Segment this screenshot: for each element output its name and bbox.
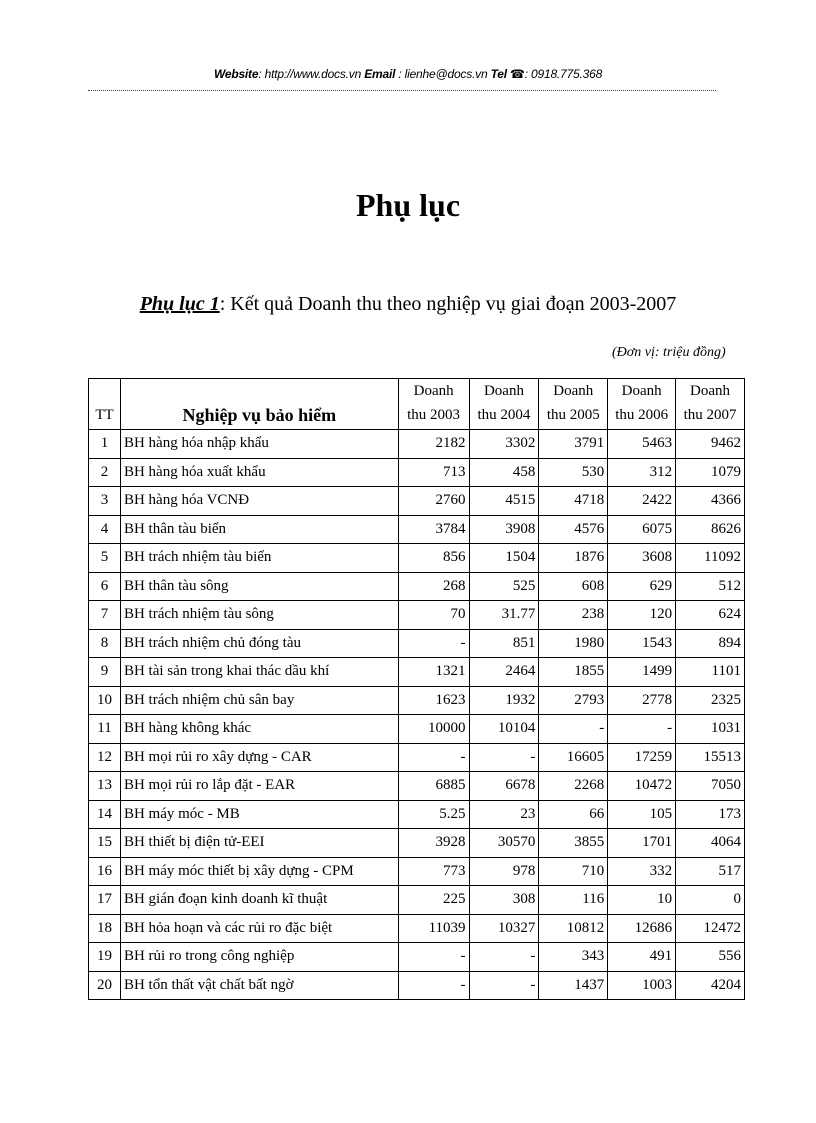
revenue-table [88,378,745,1000]
row-number: 1 [89,430,121,459]
row-value: 517 [676,857,745,886]
email-label: Email [364,67,396,81]
row-number: 10 [89,686,121,715]
row-value: 105 [608,800,676,829]
header-year: Doanh thu 2003 [398,379,469,430]
row-value: 16605 [539,743,608,772]
row-value: 530 [539,458,608,487]
row-value: 6885 [398,772,469,801]
website-label: Website [213,67,259,81]
row-name: BH trách nhiệm tàu sông [120,601,398,630]
row-value: 525 [469,572,539,601]
table-row [89,829,745,858]
page-header: Website: http://www.docs.vn Email : lienhe@docs.vn Tel ☎: 0918.775.368 [213,67,603,81]
row-name: BH trách nhiệm chủ đóng tàu [120,629,398,658]
table-row [89,430,745,459]
row-value: 6678 [469,772,539,801]
row-value: - [398,743,469,772]
row-value: 4064 [676,829,745,858]
table-row [89,971,745,1000]
row-value: 2182 [398,430,469,459]
row-name: BH hàng hóa VCNĐ [120,487,398,516]
row-value: 116 [539,886,608,915]
row-number: 2 [89,458,121,487]
row-value: 3928 [398,829,469,858]
row-number: 13 [89,772,121,801]
row-number: 4 [89,515,121,544]
email-value[interactable]: lienhe@docs.vn [404,67,488,81]
table-row [89,544,745,573]
row-value: 3855 [539,829,608,858]
row-name: BH máy móc - MB [120,800,398,829]
row-value: 713 [398,458,469,487]
table-row [89,458,745,487]
row-number: 3 [89,487,121,516]
row-value: - [398,943,469,972]
header-year: Doanh thu 2007 [676,379,745,430]
row-value: 1543 [608,629,676,658]
row-name: BH tài sản trong khai thác dầu khí [120,658,398,687]
row-value: 15513 [676,743,745,772]
row-number: 6 [89,572,121,601]
row-value: 1437 [539,971,608,1000]
row-number: 15 [89,829,121,858]
row-number: 14 [89,800,121,829]
row-name: BH thân tàu sông [120,572,398,601]
row-value: 30570 [469,829,539,858]
row-value: 268 [398,572,469,601]
row-value: 851 [469,629,539,658]
phone-icon: ☎ [510,67,525,81]
table-header-row [89,379,745,430]
table-row [89,914,745,943]
row-value: 2760 [398,487,469,516]
row-value: 1855 [539,658,608,687]
row-value: 710 [539,857,608,886]
table-row [89,943,745,972]
row-value: 173 [676,800,745,829]
row-value: 312 [608,458,676,487]
row-value: 4718 [539,487,608,516]
row-value: 1499 [608,658,676,687]
row-value: 1701 [608,829,676,858]
table-row [89,686,745,715]
row-name: BH tổn thất vật chất bất ngờ [120,971,398,1000]
header-divider [88,90,716,91]
row-value: - [608,715,676,744]
row-value: 10327 [469,914,539,943]
row-number: 20 [89,971,121,1000]
row-name: BH trách nhiệm tàu biển [120,544,398,573]
row-name: BH hàng hóa nhập khẩu [120,430,398,459]
row-value: 5.25 [398,800,469,829]
row-number: 8 [89,629,121,658]
row-value: 2793 [539,686,608,715]
table-row [89,857,745,886]
row-value: 70 [398,601,469,630]
row-value: 856 [398,544,469,573]
row-value: 4576 [539,515,608,544]
row-name: BH mọi rủi ro lắp đặt - EAR [120,772,398,801]
row-value: 12686 [608,914,676,943]
row-value: 9462 [676,430,745,459]
table-row [89,572,745,601]
table-row [89,601,745,630]
row-value: 10 [608,886,676,915]
row-value: 10472 [608,772,676,801]
table-row [89,715,745,744]
row-value: - [469,971,539,1000]
row-value: - [469,943,539,972]
row-value: 629 [608,572,676,601]
header-name: Nghiệp vụ bảo hiểm [120,379,398,430]
row-value: 308 [469,886,539,915]
row-value: - [469,743,539,772]
row-value: 458 [469,458,539,487]
row-value: 8626 [676,515,745,544]
table-row [89,658,745,687]
row-value: 3302 [469,430,539,459]
row-name: BH hàng hóa xuất khẩu [120,458,398,487]
row-value: 1504 [469,544,539,573]
row-value: 3791 [539,430,608,459]
row-value: 2778 [608,686,676,715]
table-row [89,772,745,801]
row-value: 120 [608,601,676,630]
row-number: 16 [89,857,121,886]
row-name: BH hỏa hoạn và các rủi ro đặc biệt [120,914,398,943]
row-value: 491 [608,943,676,972]
row-value: 31.77 [469,601,539,630]
row-value: 3608 [608,544,676,573]
unit-note: (Đơn vị: triệu đồng) [612,345,726,360]
table-row [89,487,745,516]
row-value: 2325 [676,686,745,715]
row-number: 18 [89,914,121,943]
row-number: 7 [89,601,121,630]
row-value: 4366 [676,487,745,516]
table-body [89,430,745,1000]
row-name: BH rủi ro trong công nghiệp [120,943,398,972]
row-value: 4515 [469,487,539,516]
row-value: 343 [539,943,608,972]
row-value: 1031 [676,715,745,744]
caption-label: Phụ lục 1 [139,293,220,315]
row-value: 66 [539,800,608,829]
row-value: - [539,715,608,744]
tel-label: Tel [490,67,507,81]
row-value: 978 [469,857,539,886]
header-year: Doanh thu 2006 [608,379,676,430]
table-row [89,743,745,772]
row-value: 3908 [469,515,539,544]
row-number: 12 [89,743,121,772]
row-value: 2268 [539,772,608,801]
table-row [89,515,745,544]
header-tt: TT [89,379,121,430]
row-value: 225 [398,886,469,915]
table-row [89,886,745,915]
row-number: 19 [89,943,121,972]
row-value: 4204 [676,971,745,1000]
row-value: 1101 [676,658,745,687]
row-value: 10812 [539,914,608,943]
row-value: 2422 [608,487,676,516]
table-row [89,800,745,829]
table-row [89,629,745,658]
row-value: 773 [398,857,469,886]
row-value: 12472 [676,914,745,943]
row-number: 17 [89,886,121,915]
row-name: BH hàng không khác [120,715,398,744]
row-value: - [398,629,469,658]
row-value: 1321 [398,658,469,687]
row-name: BH trách nhiệm chủ sân bay [120,686,398,715]
row-value: 1876 [539,544,608,573]
row-value: 1079 [676,458,745,487]
row-value: 238 [539,601,608,630]
row-value: 10000 [398,715,469,744]
row-value: 894 [676,629,745,658]
caption-text: : Kết quả Doanh thu theo nghiệp vụ giai đoạn 2003-2007 [219,293,677,315]
row-number: 9 [89,658,121,687]
row-number: 11 [89,715,121,744]
row-name: BH thân tàu biển [120,515,398,544]
row-name: BH mọi rủi ro xây dựng - CAR [120,743,398,772]
row-value: 7050 [676,772,745,801]
page-title: Phụ lục [355,187,461,223]
row-value: 17259 [608,743,676,772]
row-value: 5463 [608,430,676,459]
row-value: 3784 [398,515,469,544]
tel-value: 0918.775.368 [531,67,603,81]
row-value: 1623 [398,686,469,715]
row-value: 2464 [469,658,539,687]
header-year: Doanh thu 2004 [469,379,539,430]
row-name: BH gián đoạn kinh doanh kĩ thuật [120,886,398,915]
website-value[interactable]: http://www.docs.vn [264,67,362,81]
row-value: - [398,971,469,1000]
row-value: 11039 [398,914,469,943]
row-name: BH máy móc thiết bị xây dựng - CPM [120,857,398,886]
row-value: 1003 [608,971,676,1000]
row-value: 1932 [469,686,539,715]
row-value: 6075 [608,515,676,544]
row-name: BH thiết bị điện tử-EEI [120,829,398,858]
table-caption [0,293,816,316]
row-value: 332 [608,857,676,886]
header-year: Doanh thu 2005 [539,379,608,430]
row-value: 10104 [469,715,539,744]
row-value: 608 [539,572,608,601]
row-value: 1980 [539,629,608,658]
row-value: 512 [676,572,745,601]
row-value: 556 [676,943,745,972]
row-value: 0 [676,886,745,915]
row-number: 5 [89,544,121,573]
row-value: 624 [676,601,745,630]
row-value: 11092 [676,544,745,573]
row-value: 23 [469,800,539,829]
